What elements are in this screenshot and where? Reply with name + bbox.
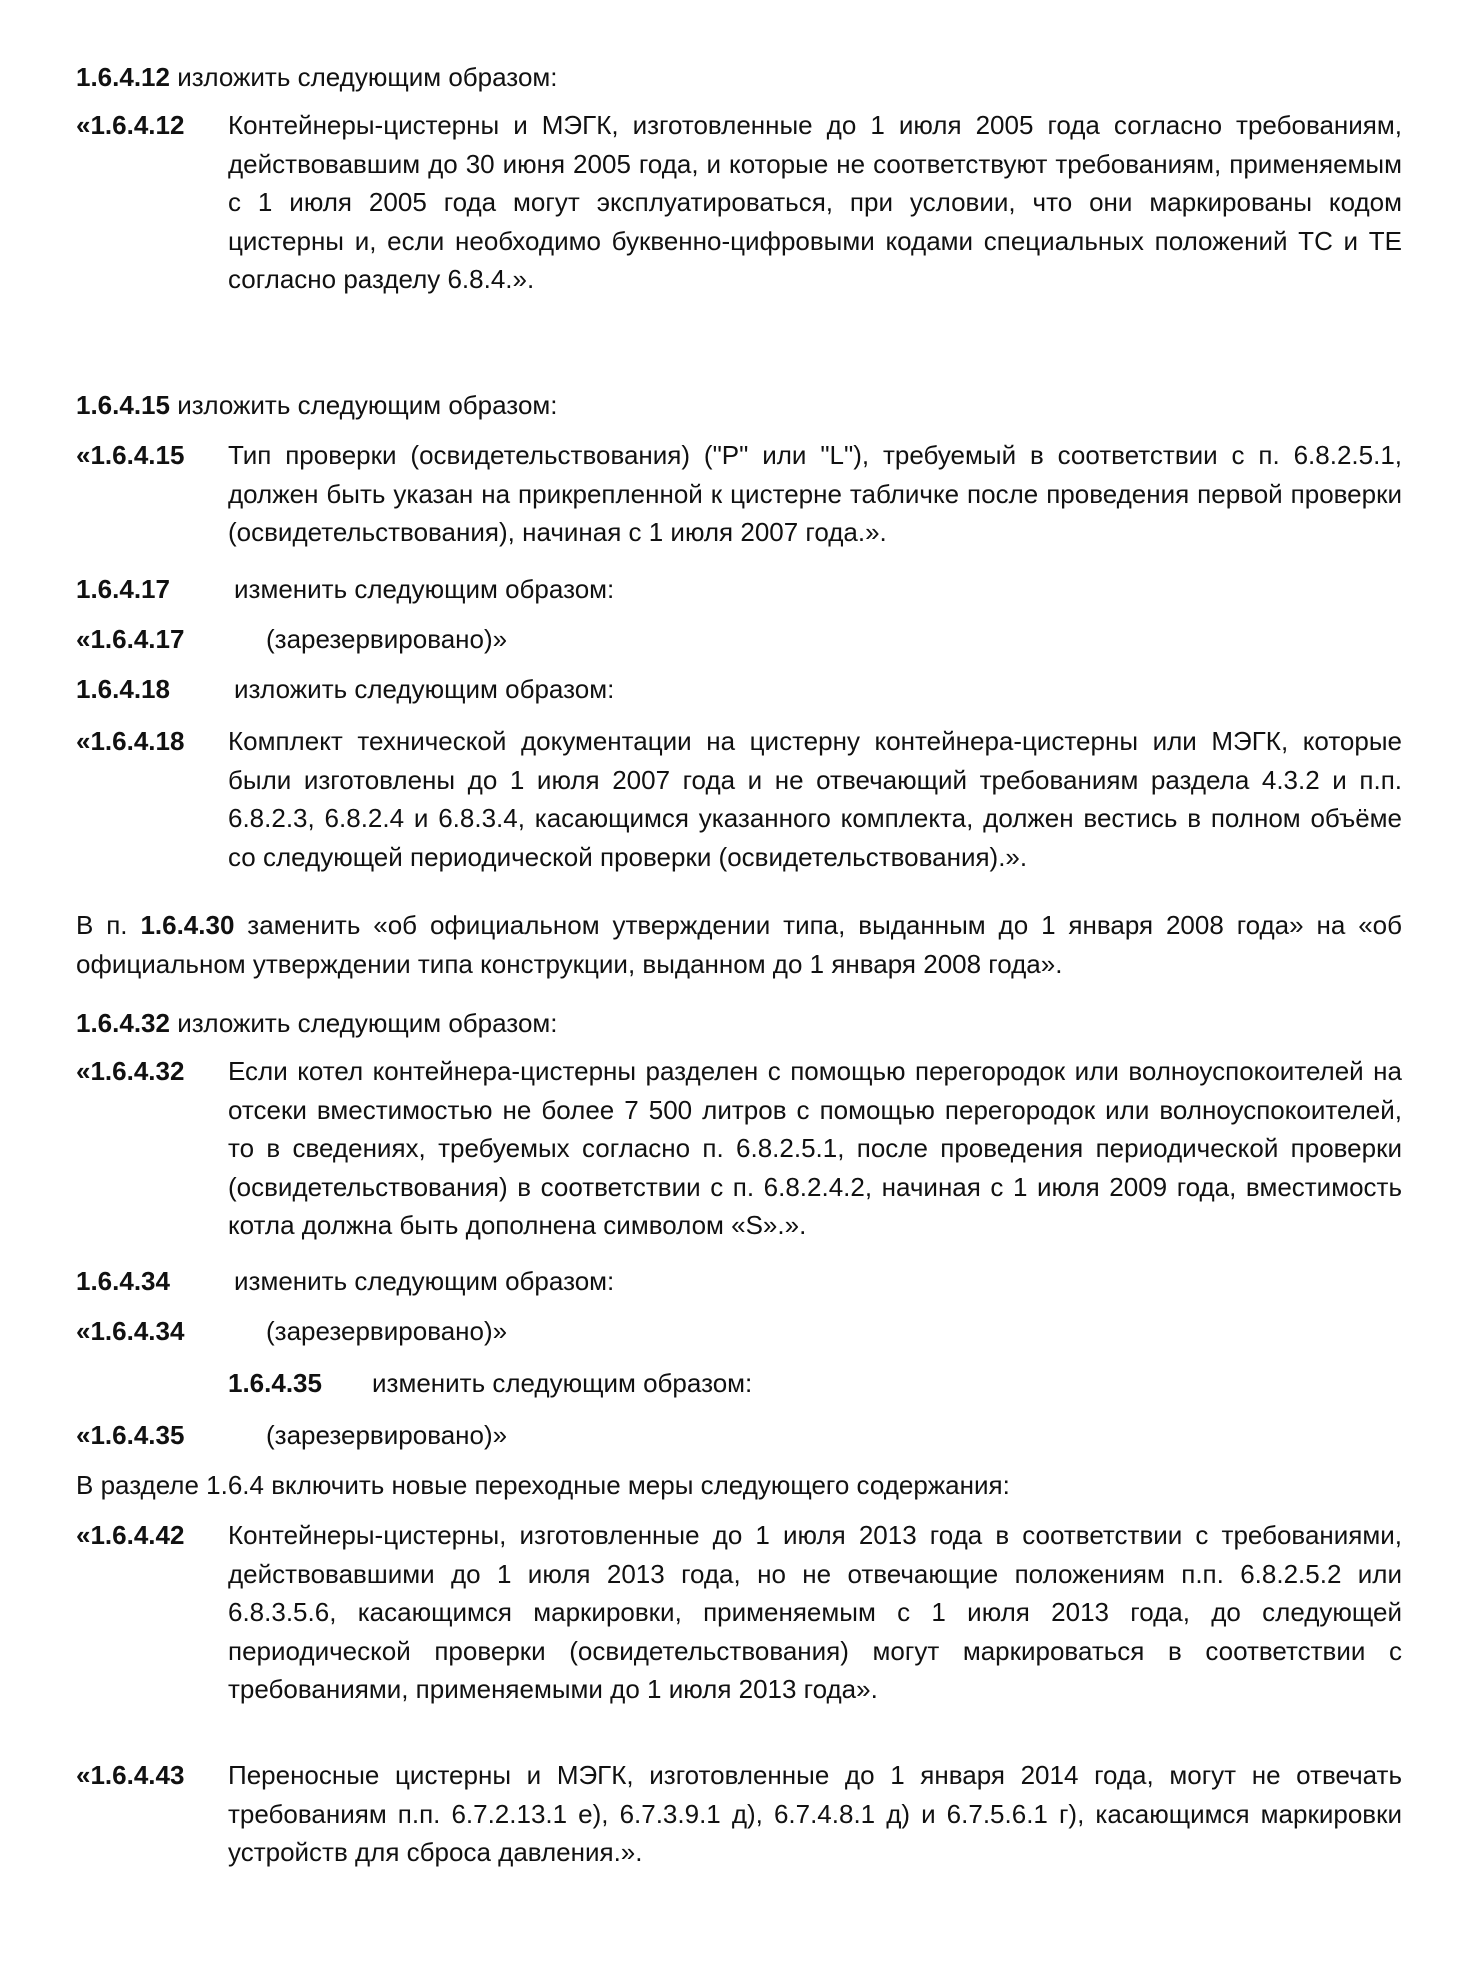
reserved-text: (зарезервировано)» bbox=[266, 1316, 508, 1346]
heading-1-6-4-17 bbox=[76, 570, 1402, 609]
section-number: «1.6.4.35 bbox=[76, 1420, 185, 1450]
heading-1-6-4-34 bbox=[76, 1262, 1402, 1301]
quoted-1-6-4-34 bbox=[76, 1312, 1402, 1351]
section-number: 1.6.4.17 bbox=[76, 574, 170, 604]
quoted-1-6-4-17 bbox=[76, 620, 1402, 659]
section-number: 1.6.4.32 bbox=[76, 1008, 170, 1038]
instruction-text: изложить следующим образом: bbox=[169, 62, 558, 92]
paragraph-label: «1.6.4.12 bbox=[76, 110, 185, 140]
heading-1-6-4-18 bbox=[76, 670, 1402, 709]
section-number: «1.6.4.17 bbox=[76, 624, 185, 654]
paragraph-label: «1.6.4.18 bbox=[76, 726, 185, 756]
instruction-text: изменить следующим образом: bbox=[234, 1266, 615, 1296]
instruction-text: изменить следующим образом: bbox=[234, 574, 615, 604]
paragraph-body: Контейнеры-цистерны и МЭГК, изготовленные до 1 июля 2005 года согласно требованиям, действовавшим до 30 июня 2005 года, и которые не соответствуют требованиям, применяемым с 1 июля 2005 года могут эксплуатироваться, при условии, что они маркированы кодом цистерны и, если необходимо буквенно-цифровыми кодами специальных положений ТС и ТЕ согласно разделу 6.8.4.». bbox=[228, 110, 1402, 294]
heading-1-6-4-12 bbox=[76, 58, 1402, 97]
heading-1-6-4-15 bbox=[76, 386, 1402, 425]
paragraph-body: Тип проверки (освидетельствования) ("P" или "L"), требуемый в соответствии с п. 6.8.2.5.1, должен быть указан на прикрепленной к цистерне табличке после проведения первой проверки (освидетельствования), начиная с 1 июля 2007 года.». bbox=[228, 440, 1402, 547]
reserved-text: (зарезервировано)» bbox=[266, 624, 508, 654]
paragraph-body: Переносные цистерны и МЭГК, изготовленные до 1 января 2014 года, могут не отвечать требованиям п.п. 6.7.2.13.1 е), 6.7.3.9.1 д), 6.7.4.8.1 д) и 6.7.5.6.1 г), касающимся маркировки устройств для сброса давления.». bbox=[228, 1760, 1402, 1867]
paragraph-body: Комплект технической документации на цистерну контейнера-цистерны или МЭГК, которые были изготовлены до 1 июля 2007 года и не отвечающий требованиям раздела 4.3.2 и п.п. 6.8.2.3, 6.8.2.4 и 6.8.3.4, касающимся указанного комплекта, должен вестись в полном объёме со следующей периодической проверки (освидетельствования).». bbox=[228, 726, 1402, 872]
quoted-paragraph-1-6-4-18 bbox=[76, 722, 1402, 876]
section-number: 1.6.4.15 bbox=[76, 390, 170, 420]
quoted-paragraph-1-6-4-43 bbox=[76, 1756, 1402, 1872]
instruction-text: изменить следующим образом: bbox=[372, 1368, 753, 1398]
instruction-text: В разделе 1.6.4 включить новые переходные меры следующего содержания: bbox=[76, 1470, 1010, 1500]
quoted-paragraph-1-6-4-42 bbox=[76, 1516, 1402, 1709]
reserved-text: (зарезервировано)» bbox=[266, 1420, 508, 1450]
paragraph-label: «1.6.4.32 bbox=[76, 1056, 185, 1086]
section-number: 1.6.4.35 bbox=[228, 1368, 322, 1398]
instruction-text: заменить «об официальном утверждении типа, выданным до 1 января 2008 года» на «об официальном утверждении типа конструкции, выданном до 1 января 2008 года». bbox=[76, 910, 1403, 979]
section-number: «1.6.4.34 bbox=[76, 1316, 185, 1346]
paragraph-label: «1.6.4.15 bbox=[76, 440, 185, 470]
intro-new-measures bbox=[76, 1466, 1402, 1505]
quoted-paragraph-1-6-4-32 bbox=[76, 1052, 1402, 1245]
heading-1-6-4-32 bbox=[76, 1004, 1402, 1043]
instruction-text: изложить следующим образом: bbox=[169, 1008, 558, 1038]
paragraph-label: «1.6.4.42 bbox=[76, 1520, 185, 1550]
paragraph-body: Контейнеры-цистерны, изготовленные до 1 июля 2013 года в соответствии с требованиями, действовавшими до 1 июля 2013 года, но не отвечающие положениям п.п. 6.8.2.5.2 или 6.8.3.5.6, касающимся маркировки, применяемым с 1 июля 2013 года, до следующей периодической проверки (освидетельствования) могут маркироваться в соответствии с требованиями, применяемыми до 1 июля 2013 года». bbox=[228, 1520, 1402, 1704]
paragraph-body: Если котел контейнера-цистерны разделен с помощью перегородок или волноуспокоителей на отсеки вместимостью не более 7 500 литров с помощью перегородок или волноуспокоителей, то в сведениях, требуемых согласно п. 6.8.2.5.1, после проведения периодической проверки (освидетельствования) в соответствии с п. 6.8.2.4.2, начиная с 1 июля 2009 года, вместимость котла должна быть дополнена символом «S».». bbox=[228, 1056, 1402, 1240]
instruction-text: изложить следующим образом: bbox=[169, 390, 558, 420]
prefix-text: В п. bbox=[76, 910, 141, 940]
section-number: 1.6.4.30 bbox=[140, 910, 235, 940]
quoted-paragraph-1-6-4-12 bbox=[76, 106, 1402, 299]
paragraph-label: «1.6.4.43 bbox=[76, 1760, 185, 1790]
quoted-paragraph-1-6-4-15 bbox=[76, 436, 1402, 552]
instruction-text: изложить следующим образом: bbox=[234, 674, 615, 704]
quoted-1-6-4-35 bbox=[76, 1416, 1402, 1455]
section-number: 1.6.4.12 bbox=[76, 62, 170, 92]
heading-1-6-4-35 bbox=[228, 1364, 1402, 1403]
section-number: 1.6.4.34 bbox=[76, 1266, 170, 1296]
section-number: 1.6.4.18 bbox=[76, 674, 170, 704]
paragraph-1-6-4-30 bbox=[76, 906, 1402, 983]
